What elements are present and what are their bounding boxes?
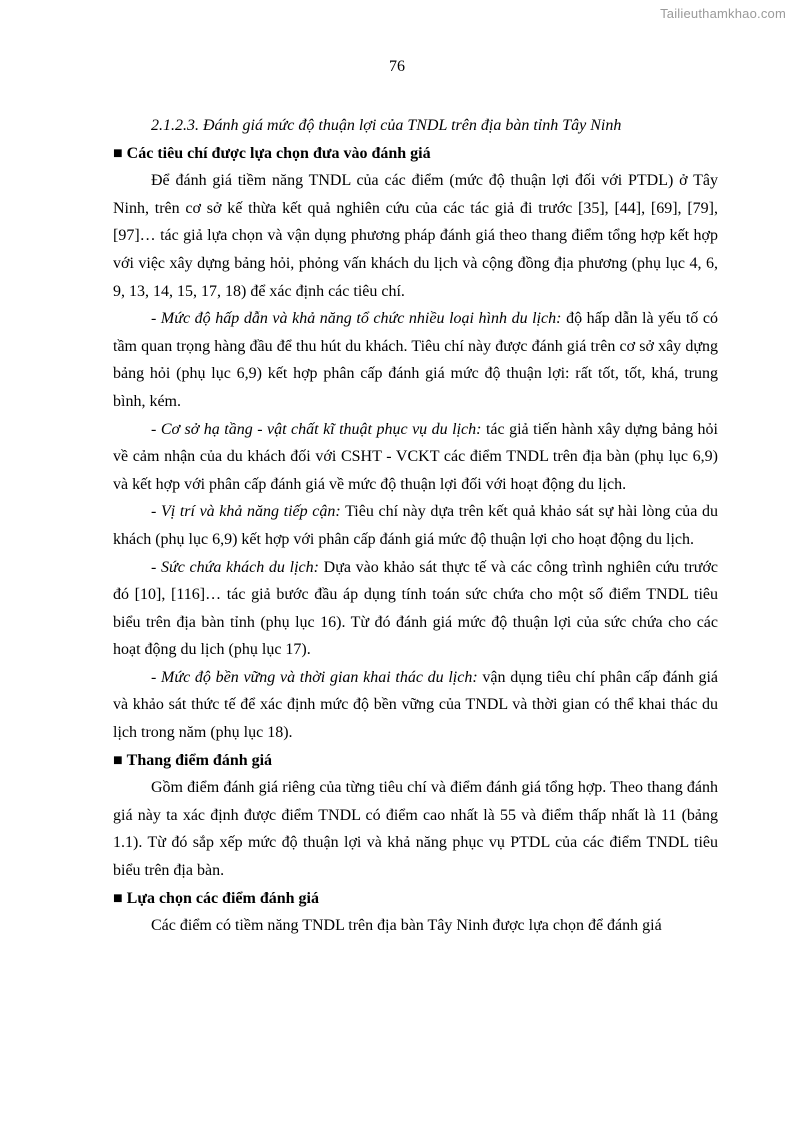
heading-select bbox=[113, 885, 718, 913]
criterion-location bbox=[113, 498, 718, 553]
criterion-text: Tiêu chí này dựa trên kết quả khảo sát sự hài lòng của du khách (phụ lục 6,9) kết hợp với phân cấp đánh giá mức độ thuận lợi cho hoạt động du lịch. bbox=[113, 503, 718, 548]
intro-paragraph: Để đánh giá tiềm năng TNDL của các điểm (mức độ thuận lợi đối với PTDL) ở Tây Ninh, trên cơ sở kế thừa kết quả nghiên cứu của các tác giả đi trước [35], [44], [69], [79], [97]… tác giả lựa chọn và vận dụng phương pháp đánh giá theo thang điểm tổng hợp kết hợp với việc xây dựng bảng hỏi, phỏng vấn khách du lịch và cộng đồng địa phương (phụ lục 4, 6, 9, 13, 14, 15, 17, 18) để xác định các tiêu chí. bbox=[113, 172, 718, 300]
heading-criteria bbox=[113, 140, 718, 168]
document-body bbox=[113, 112, 718, 940]
criterion-sustainability bbox=[113, 664, 718, 747]
section-title: 2.1.2.3. Đánh giá mức độ thuận lợi của TNDL trên địa bàn tỉnh Tây Ninh bbox=[151, 117, 622, 134]
criterion-label: - Cơ sở hạ tầng - vật chất kĩ thuật phục vụ du lịch: bbox=[151, 420, 482, 438]
square-bullet-icon: ■ bbox=[113, 751, 123, 769]
criterion-capacity bbox=[113, 554, 718, 664]
criterion-text: Dựa vào khảo sát thực tế và các công trình nghiên cứu trước đó [10], [116]… tác giả bước đầu áp dụng tính toán sức chứa cho một số điểm TNDL tiêu biểu trên địa bàn tỉnh (phụ lục 16). Từ đó đánh giá mức độ thuận lợi của sức chứa cho các hoạt động du lịch (phụ lục 17). bbox=[113, 558, 719, 659]
page-number: 76 bbox=[389, 58, 405, 75]
criterion-label: - Vị trí và khả năng tiếp cận: bbox=[151, 503, 341, 521]
criterion-infrastructure bbox=[113, 416, 718, 499]
watermark: Tailieuthamkhao.com bbox=[660, 6, 786, 21]
heading-scale bbox=[113, 747, 718, 775]
select-paragraph: Các điểm có tiềm năng TNDL trên địa bàn Tây Ninh được lựa chọn để đánh giá bbox=[151, 917, 662, 935]
square-bullet-icon: ■ bbox=[113, 144, 123, 162]
scale-paragraph: Gồm điểm đánh giá riêng của từng tiêu chí và điểm đánh giá tổng hợp. Theo thang đánh giá này ta xác định được điểm TNDL có điểm cao nhất là 55 và điểm thấp nhất là 11 (bảng 1.1). Từ đó sắp xếp mức độ thuận lợi và khả năng phục vụ PTDL của các điểm TNDL tiêu biểu trên địa bàn. bbox=[113, 779, 718, 880]
heading-scale-text: Thang điểm đánh giá bbox=[126, 751, 273, 769]
heading-criteria-text: Các tiêu chí được lựa chọn đưa vào đánh giá bbox=[126, 144, 431, 162]
criterion-text: tác giả tiến hành xây dựng bảng hỏi về cảm nhận của du khách đối với CSHT - VCKT các điểm TNDL trên địa bàn (phụ lục 6,9) và kết hợp với phân cấp đánh giá về mức độ thuận lợi đối với hoạt động du lịch. bbox=[113, 420, 718, 493]
criterion-label: - Mức độ hấp dẫn và khả năng tổ chức nhiều loại hình du lịch: bbox=[151, 310, 562, 328]
criterion-label: - Sức chứa khách du lịch: bbox=[151, 558, 319, 576]
criterion-text: vận dụng tiêu chí phân cấp đánh giá và khảo sát thức tế để xác định mức độ bền vững của TNDL và thời gian có thể khai thác du lịch trong năm (phụ lục 18). bbox=[113, 668, 719, 742]
heading-select-text: Lựa chọn các điểm đánh giá bbox=[126, 889, 319, 907]
criterion-text: độ hấp dẫn là yếu tố có tầm quan trọng hàng đầu để thu hút du khách. Tiêu chí này được đánh giá trên cơ sở xây dựng bảng hỏi (phụ lục 6,9) kết hợp phân cấp đánh giá mức độ thuận lợi: rất tốt, tốt, khá, trung bình, kém. bbox=[113, 310, 718, 410]
criterion-attractiveness bbox=[113, 305, 718, 415]
square-bullet-icon: ■ bbox=[113, 889, 123, 907]
criterion-label: - Mức độ bền vững và thời gian khai thác du lịch: bbox=[151, 668, 478, 686]
